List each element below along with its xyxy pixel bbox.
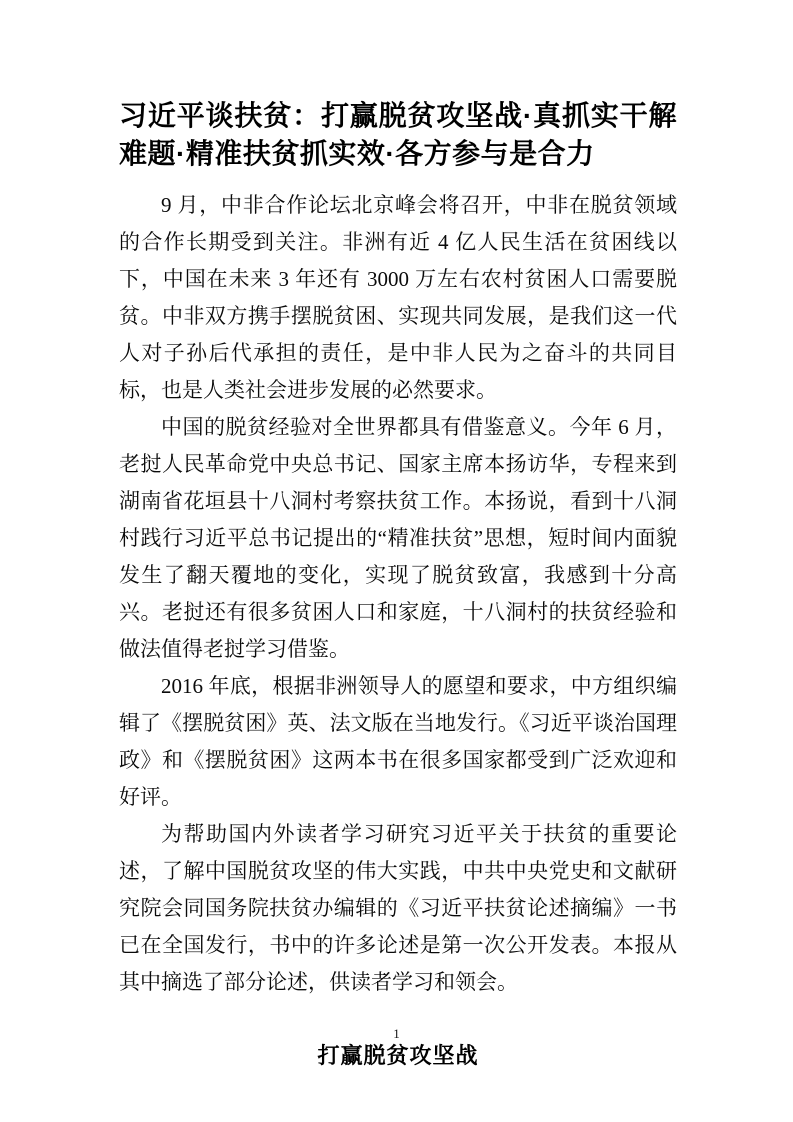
paragraph-4: 为帮助国内外读者学习研究习近平关于扶贫的重要论述，了解中国脱贫攻坚的伟大实践，中共中央党史和文献研究院会同国务院扶贫办编辑的《习近平扶贫论述摘编》一书已在全国发行，书中的许多论述是第一次公开发表。本报从其中摘选了部分论述，供读者学习和领会。: [119, 822, 677, 994]
paragraph-3: 2016 年底，根据非洲领导人的愿望和要求，中方组织编辑了《摆脱贫困》英、法文版在当地发行。《习近平谈治国理政》和《摆脱贫困》这两本书在很多国家都受到广泛欢迎和好评。: [119, 674, 677, 809]
page-number: 1: [393, 1026, 400, 1041]
paragraph-1: 9 月，中非合作论坛北京峰会将召开，中非在脱贫领域的合作长期受到关注。非洲有近 4 亿人民生活在贫困线以下，中国在未来 3 年还有 3000 万左右农村贫困人口需要脱贫。中非双方携手摆脱贫困、实现共同发展，是我们这一代人对子孙后代承担的责任，是中非人民为之奋斗的共同目标，也是人类社会进步发展的必然要求。: [119, 193, 677, 402]
document-body: [119, 187, 677, 1001]
paragraph-2: 中国的脱贫经验对全世界都具有借鉴意义。今年 6 月，老挝人民革命党中央总书记、国家主席本扬访华，专程来到湖南省花垣县十八洞村考察扶贫工作。本扬说，看到十八洞村践行习近平总书记提出的“精准扶贫”思想，短时间内面貌发生了翻天覆地的变化，实现了脱贫致富，我感到十分高兴。老挝还有很多贫困人口和家庭，十八洞村的扶贫经验和做法值得老挝学习借鉴。: [119, 415, 677, 661]
section-heading: 打赢脱贫攻坚战: [317, 1043, 479, 1068]
document-content: [119, 97, 677, 1073]
document-title: 习近平谈扶贫：打赢脱贫攻坚战·真抓实干解难题·精准扶贫抓实效·各方参与是合力: [119, 100, 677, 169]
